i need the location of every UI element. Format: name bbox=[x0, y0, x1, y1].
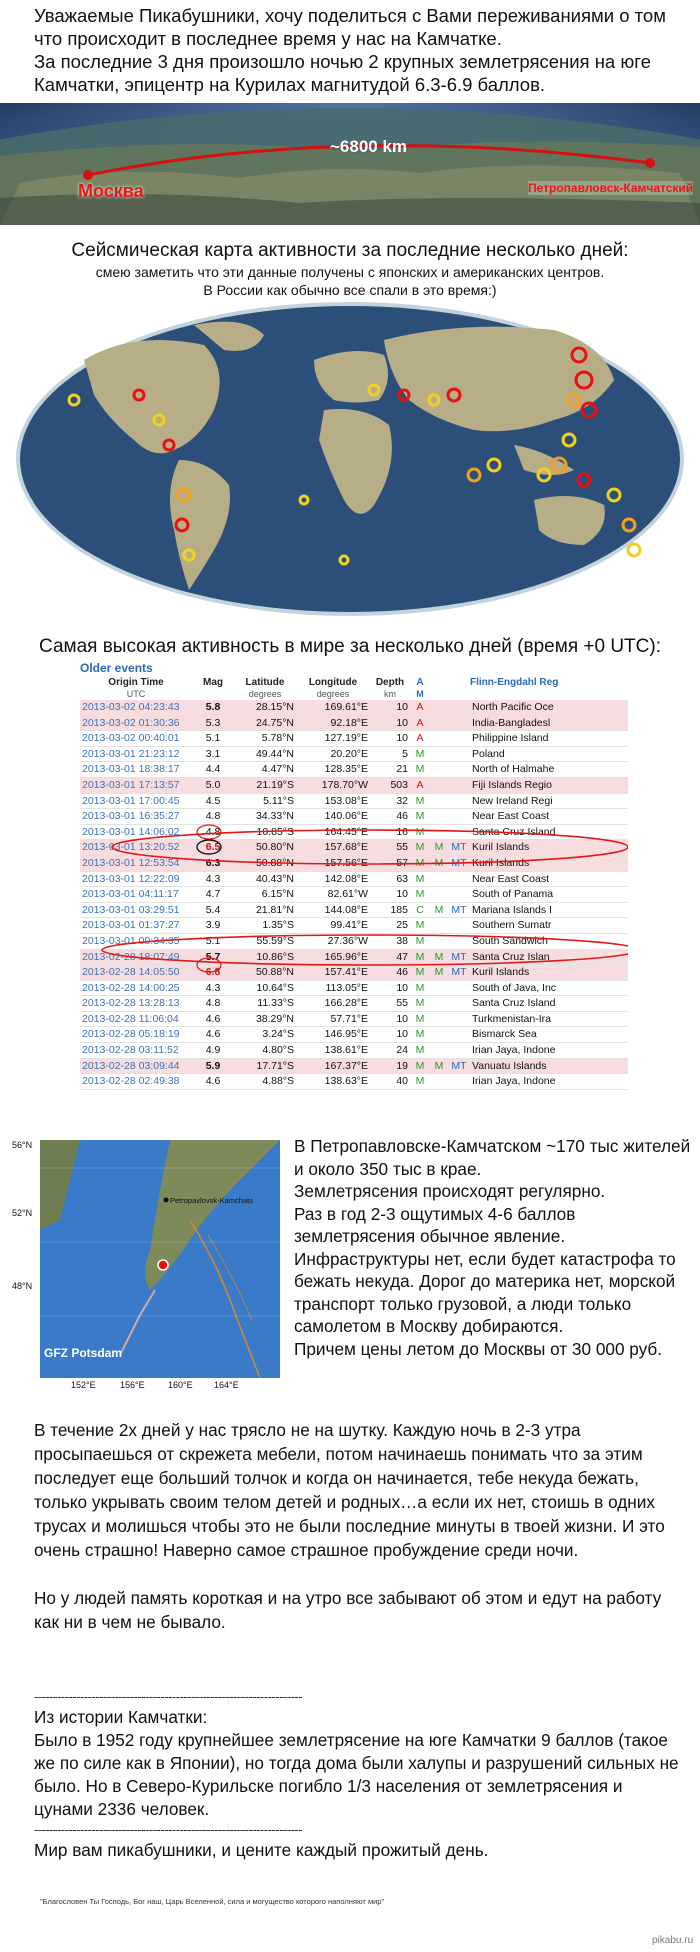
lat-cell: 10.85°S bbox=[234, 824, 296, 840]
depth-cell: 38 bbox=[370, 933, 410, 949]
date-cell[interactable]: 2013-03-02 04:23:43 bbox=[80, 700, 192, 715]
intro-paragraph: За последние 3 дня произошло ночью 2 крупных землетрясения на юге Камчатки, эпицентр на Курилах магнитудой 6.3-6.9 баллов. bbox=[34, 51, 651, 95]
col-origin: Origin Time bbox=[108, 677, 164, 688]
lon-cell: 20.20°E bbox=[296, 746, 370, 762]
a-cell: M bbox=[410, 965, 430, 981]
lon-cell: 92.18°E bbox=[296, 715, 370, 731]
gfz-credit: GFZ Potsdam bbox=[44, 1346, 123, 1360]
mag-cell: 4.3 bbox=[192, 871, 234, 887]
seismic-sub-line: В России как обычно все спали в это время:) bbox=[203, 282, 497, 298]
a-cell: M bbox=[410, 996, 430, 1012]
lat-cell: 4.47°N bbox=[234, 762, 296, 778]
region-cell: Santa Cruz Island bbox=[470, 824, 628, 840]
lon-cell: 157.56°E bbox=[296, 855, 370, 871]
story-text bbox=[34, 1418, 684, 1658]
kamchatka-info bbox=[294, 1135, 694, 1360]
a-cell: M bbox=[410, 887, 430, 903]
lat-cell: 3.24°S bbox=[234, 1027, 296, 1043]
seismic-sub-line: смею заметить что эти данные получены с японских и американских центров. bbox=[95, 264, 605, 280]
region-cell: North Pacific Oce bbox=[470, 700, 628, 715]
mt-cell: MT bbox=[448, 902, 470, 918]
mag-cell: 4.6 bbox=[192, 1027, 234, 1043]
col-depth: Depth bbox=[375, 677, 405, 688]
date-cell[interactable]: 2013-03-01 12:53:54 bbox=[80, 855, 192, 871]
intro-paragraph: Уважаемые Пикабушники, хочу поделиться с Вами переживаниями о том что происходит в последнее время у нас на Камчатке. bbox=[34, 5, 666, 49]
region-cell: Fiji Islands Regio bbox=[470, 777, 628, 793]
lon-cell: 165.96°E bbox=[296, 949, 370, 965]
depth-cell: 47 bbox=[370, 949, 410, 965]
date-cell[interactable]: 2013-02-28 03:09:44 bbox=[80, 1058, 192, 1074]
epicenter-marker bbox=[158, 1260, 168, 1270]
date-cell[interactable]: 2013-02-28 14:05:50 bbox=[80, 965, 192, 981]
story-paragraph: Но у людей память короткая и на утро все забывают об этом и едут на работу как ни в чем не бывало. bbox=[34, 1588, 662, 1632]
lat-cell: 40.43°N bbox=[234, 871, 296, 887]
depth-cell: 21 bbox=[370, 762, 410, 778]
info-paragraph: Причем цены летом до Москвы от 30 000 руб. bbox=[294, 1338, 663, 1359]
mt-cell: MT bbox=[448, 840, 470, 856]
mag-circle bbox=[197, 840, 221, 854]
depth-cell: 185 bbox=[370, 902, 410, 918]
a-cell: A bbox=[410, 715, 430, 731]
depth-cell: 10 bbox=[370, 715, 410, 731]
region-cell: Santa Cruz Islan bbox=[470, 949, 628, 965]
lat-cell: 1.35°S bbox=[234, 918, 296, 934]
info-paragraph: Землетрясения происходят регулярно. bbox=[294, 1181, 606, 1201]
a-cell: M bbox=[410, 1027, 430, 1043]
region-cell: Poland bbox=[470, 746, 628, 762]
lon-label: 164°E bbox=[214, 1380, 239, 1390]
mag-cell: 6.8 bbox=[192, 965, 234, 981]
mt-cell: MT bbox=[448, 949, 470, 965]
lon-cell: 157.41°E bbox=[296, 965, 370, 981]
region-cell: Kuril Islands bbox=[470, 855, 628, 871]
mag-cell: 5.3 bbox=[192, 715, 234, 731]
mag-cell: 4.5 bbox=[192, 793, 234, 809]
lon-cell: 167.37°E bbox=[296, 1058, 370, 1074]
m-cell: M bbox=[430, 949, 448, 965]
lon-cell: 169.61°E bbox=[296, 700, 370, 715]
lon-cell: 166.28°E bbox=[296, 996, 370, 1012]
lat-cell: 28.15°N bbox=[234, 700, 296, 715]
mag-cell: 5.1 bbox=[192, 933, 234, 949]
mag-cell: 4.9 bbox=[192, 1043, 234, 1059]
mag-cell: 5.4 bbox=[192, 902, 234, 918]
history-title: Из истории Камчатки: bbox=[34, 1707, 208, 1727]
lon-cell: 164.45°E bbox=[296, 824, 370, 840]
lat-cell: 4.88°S bbox=[234, 1074, 296, 1090]
date-cell[interactable]: 2013-02-28 03:11:52 bbox=[80, 1043, 192, 1059]
highlight-oval-1 bbox=[112, 830, 628, 864]
lat-cell: 21.19°S bbox=[234, 777, 296, 793]
mag-cell: 5.0 bbox=[192, 777, 234, 793]
lat-cell: 4.80°S bbox=[234, 1043, 296, 1059]
a-cell: M bbox=[410, 824, 430, 840]
lon-cell: 82.61°W bbox=[296, 887, 370, 903]
a-cell: A bbox=[410, 700, 430, 715]
lon-cell: 99.41°E bbox=[296, 918, 370, 934]
lat-label: 56°N bbox=[12, 1140, 33, 1150]
region-cell: South of Java, Inc bbox=[470, 980, 628, 996]
m-cell: M bbox=[430, 855, 448, 871]
lat-cell: 5.11°S bbox=[234, 793, 296, 809]
mag-cell: 3.1 bbox=[192, 746, 234, 762]
a-cell: M bbox=[410, 746, 430, 762]
lat-cell: 11.33°S bbox=[234, 996, 296, 1012]
mag-cell: 5.8 bbox=[192, 700, 234, 715]
a-cell: M bbox=[410, 933, 430, 949]
mt-cell: MT bbox=[448, 855, 470, 871]
highlight-overlay bbox=[80, 660, 628, 1108]
divider: ---------------------------------------------------------------------- bbox=[34, 1822, 303, 1837]
lat-cell: 50.88°N bbox=[234, 855, 296, 871]
date-cell[interactable]: 2013-03-01 16:35:27 bbox=[80, 809, 192, 825]
col-mag: Mag bbox=[203, 677, 223, 688]
col-region: Flinn-Engdahl Reg bbox=[470, 677, 559, 688]
date-cell[interactable]: 2013-03-02 01:30:36 bbox=[80, 715, 192, 731]
region-cell: Irian Jaya, Indone bbox=[470, 1074, 628, 1090]
blessing-quote: "Благословен Ты Господь, Бог наш, Царь Вселенной, сила и могущество которого наполняют мир" bbox=[40, 1897, 385, 1906]
mt-cell: MT bbox=[448, 965, 470, 981]
a-cell: M bbox=[410, 949, 430, 965]
region-cell: Kuril Islands bbox=[470, 965, 628, 981]
col-lon: Longitude bbox=[308, 677, 358, 688]
lat-cell: 50.80°N bbox=[234, 840, 296, 856]
a-cell: M bbox=[410, 1011, 430, 1027]
lon-cell: 140.06°E bbox=[296, 809, 370, 825]
lat-label: 48°N bbox=[12, 1281, 33, 1291]
info-paragraph: В Петропавловске-Камчатском ~170 тыс жителей и около 350 тыс в крае. bbox=[294, 1136, 691, 1179]
seismic-map-subtitle bbox=[0, 263, 700, 299]
kamchatka-map bbox=[40, 1140, 280, 1378]
col-m: M bbox=[416, 689, 424, 699]
lon-cell: 138.61°E bbox=[296, 1043, 370, 1059]
depth-cell: 10 bbox=[370, 700, 410, 715]
a-cell: M bbox=[410, 918, 430, 934]
date-cell[interactable]: 2013-02-28 13:28:13 bbox=[80, 996, 192, 1012]
region-cell: South Sandwich bbox=[470, 933, 628, 949]
lon-cell: 128.35°E bbox=[296, 762, 370, 778]
region-cell: Santa Cruz Island bbox=[470, 996, 628, 1012]
depth-cell: 19 bbox=[370, 1058, 410, 1074]
depth-cell: 32 bbox=[370, 793, 410, 809]
col-lon-unit: degrees bbox=[316, 689, 350, 699]
lat-cell: 10.86°S bbox=[234, 949, 296, 965]
region-cell: Vanuatu Islands bbox=[470, 1058, 628, 1074]
mag-cell: 6.5 bbox=[192, 840, 234, 856]
depth-cell: 24 bbox=[370, 1043, 410, 1059]
lon-cell: 113.05°E bbox=[296, 980, 370, 996]
a-cell: A bbox=[410, 777, 430, 793]
mag-cell: 5.9 bbox=[192, 1058, 234, 1074]
depth-cell: 46 bbox=[370, 965, 410, 981]
depth-cell: 63 bbox=[370, 871, 410, 887]
lon-cell: 127.19°E bbox=[296, 731, 370, 747]
m-cell: M bbox=[430, 902, 448, 918]
date-cell[interactable]: 2013-03-01 17:13:57 bbox=[80, 777, 192, 793]
m-cell: M bbox=[430, 840, 448, 856]
history-text: Было в 1952 году крупнейшее землетрясение на юге Камчатки 9 баллов (такое же по силе как в Японии), но тогда дома были халупы и разрушений сильных не было. Но в Северо-Курильске погибло 1/3 населения от землетрясения и цунами 2336 человек. bbox=[34, 1730, 679, 1819]
a-cell: M bbox=[410, 1058, 430, 1074]
lon-cell: 157.68°E bbox=[296, 840, 370, 856]
distance-label: ~6800 km bbox=[330, 137, 408, 156]
region-cell: New Ireland Regi bbox=[470, 793, 628, 809]
a-cell: M bbox=[410, 793, 430, 809]
earth-arc-image bbox=[0, 103, 700, 225]
region-cell: South of Panama bbox=[470, 887, 628, 903]
lon-cell: 144.08°E bbox=[296, 902, 370, 918]
depth-cell: 10 bbox=[370, 1027, 410, 1043]
mag-cell: 4.7 bbox=[192, 887, 234, 903]
region-cell: Southern Sumatr bbox=[470, 918, 628, 934]
region-cell: Irian Jaya, Indone bbox=[470, 1043, 628, 1059]
depth-cell: 46 bbox=[370, 809, 410, 825]
mag-cell: 4.8 bbox=[192, 996, 234, 1012]
depth-cell: 55 bbox=[370, 996, 410, 1012]
a-cell: C bbox=[410, 902, 430, 918]
a-cell: A bbox=[410, 731, 430, 747]
col-depth-unit: km bbox=[384, 689, 396, 699]
activity-title: Самая высокая активность в мире за несколько дней (время +0 UTC): bbox=[39, 636, 661, 657]
depth-cell: 16 bbox=[370, 824, 410, 840]
divider: ---------------------------------------------------------------------- bbox=[34, 1689, 303, 1704]
mag-cell: 4.8 bbox=[192, 809, 234, 825]
lon-label: 156°E bbox=[120, 1380, 145, 1390]
date-cell[interactable]: 2013-03-01 13:20:52 bbox=[80, 840, 192, 856]
lon-cell: 57.71°E bbox=[296, 1011, 370, 1027]
story-paragraph: В течение 2х дней у нас трясло не на шутку. Каждую ночь в 2-3 утра просыпаешься от скрежета мебели, потом начинаешь понимать что за этим последует еще больший толчок и когда он начинается, тебе некуда бежать, только укрывать своим телом детей и родных…а если их нет, стоишь в одних трусах и молишься чтобы это не были последние минуты в твоей жизни. И это очень страшно! Наверно самое страшное пробуждение среди ночи. bbox=[34, 1420, 665, 1560]
lat-label: 52°N bbox=[12, 1208, 33, 1218]
date-cell[interactable]: 2013-02-28 02:49:38 bbox=[80, 1074, 192, 1090]
mag-cell: 4.6 bbox=[192, 1074, 234, 1090]
date-cell[interactable]: 2013-03-01 17:00:45 bbox=[80, 793, 192, 809]
region-cell: Kuril Islands bbox=[470, 840, 628, 856]
a-cell: M bbox=[410, 1043, 430, 1059]
highlight-oval-2 bbox=[102, 935, 628, 965]
earthquake-table-image bbox=[80, 660, 628, 1108]
lat-cell: 34.33°N bbox=[234, 809, 296, 825]
depth-cell: 5 bbox=[370, 746, 410, 762]
intro-text bbox=[34, 4, 684, 96]
lon-label: 160°E bbox=[168, 1380, 193, 1390]
region-cell: North of Halmahe bbox=[470, 762, 628, 778]
date-cell[interactable]: 2013-02-28 14:00:25 bbox=[80, 980, 192, 996]
date-cell[interactable]: 2013-03-02 00:40:01 bbox=[80, 731, 192, 747]
m-cell: M bbox=[430, 965, 448, 981]
a-cell: M bbox=[410, 855, 430, 871]
a-cell: M bbox=[410, 762, 430, 778]
mag-cell: 3.9 bbox=[192, 918, 234, 934]
lat-cell: 38.29°N bbox=[234, 1011, 296, 1027]
date-cell[interactable]: 2013-03-01 12:22:09 bbox=[80, 871, 192, 887]
region-cell: Near East Coast bbox=[470, 809, 628, 825]
mag-circle bbox=[197, 958, 221, 972]
depth-cell: 10 bbox=[370, 731, 410, 747]
date-cell[interactable]: 2013-03-01 21:23:12 bbox=[80, 746, 192, 762]
depth-cell: 40 bbox=[370, 1074, 410, 1090]
farewell-text: Мир вам пикабушники, и цените каждый прожитый день. bbox=[34, 1840, 489, 1860]
date-cell[interactable]: 2013-02-28 18:07:49 bbox=[80, 949, 192, 965]
col-a: A bbox=[416, 677, 424, 688]
seismic-map-title: Сейсмическая карта активности за последние несколько дней: bbox=[71, 240, 629, 261]
lat-cell: 6.15°N bbox=[234, 887, 296, 903]
region-cell: Mariana Islands I bbox=[470, 902, 628, 918]
date-cell[interactable]: 2013-03-01 04:11:17 bbox=[80, 887, 192, 903]
a-cell: M bbox=[410, 871, 430, 887]
depth-cell: 10 bbox=[370, 887, 410, 903]
depth-cell: 10 bbox=[370, 980, 410, 996]
info-paragraph: Раз в год 2-3 ощутимых 4-6 баллов землетрясения обычное явление. bbox=[294, 1203, 576, 1246]
mag-cell: 4.8 bbox=[192, 824, 234, 840]
date-cell[interactable]: 2013-03-01 03:29:51 bbox=[80, 902, 192, 918]
lon-cell: 138.63°E bbox=[296, 1074, 370, 1090]
mag-cell: 5.7 bbox=[192, 949, 234, 965]
petropavlovsk-label: Петропавловск-Камчатский bbox=[528, 181, 694, 195]
region-cell: Turkmenistan-Ira bbox=[470, 1011, 628, 1027]
depth-cell: 55 bbox=[370, 840, 410, 856]
depth-cell: 25 bbox=[370, 918, 410, 934]
a-cell: M bbox=[410, 809, 430, 825]
moscow-label: Москва bbox=[78, 181, 144, 201]
a-cell: M bbox=[410, 840, 430, 856]
lat-cell: 10.64°S bbox=[234, 980, 296, 996]
mt-cell: MT bbox=[448, 1058, 470, 1074]
depth-cell: 57 bbox=[370, 855, 410, 871]
a-cell: M bbox=[410, 1074, 430, 1090]
lat-cell: 49.44°N bbox=[234, 746, 296, 762]
mag-cell: 4.4 bbox=[192, 762, 234, 778]
depth-cell: 503 bbox=[370, 777, 410, 793]
region-cell: Philippine Island bbox=[470, 731, 628, 747]
a-cell: M bbox=[410, 980, 430, 996]
kmap-city-label: Petropavlovsk-Kamchats bbox=[170, 1196, 253, 1205]
date-cell[interactable]: 2013-03-01 00:34:35 bbox=[80, 933, 192, 949]
lat-cell: 5.78°N bbox=[234, 731, 296, 747]
lon-cell: 27.36°W bbox=[296, 933, 370, 949]
date-cell[interactable]: 2013-02-28 11:06:04 bbox=[80, 1011, 192, 1027]
date-cell[interactable]: 2013-03-01 01:37:27 bbox=[80, 918, 192, 934]
depth-cell: 10 bbox=[370, 1011, 410, 1027]
lon-cell: 153.08°E bbox=[296, 793, 370, 809]
history-section bbox=[34, 1688, 684, 1862]
date-cell[interactable]: 2013-03-01 18:38:17 bbox=[80, 762, 192, 778]
lat-cell: 17.71°S bbox=[234, 1058, 296, 1074]
lon-label: 152°E bbox=[71, 1380, 96, 1390]
region-cell: Near East Coast bbox=[470, 871, 628, 887]
mag-cell: 4.6 bbox=[192, 1011, 234, 1027]
col-origin-unit: UTC bbox=[126, 689, 146, 699]
region-cell: Bismarck Sea bbox=[470, 1027, 628, 1043]
world-seismic-map bbox=[14, 300, 686, 618]
watermark: pikabu.ru bbox=[652, 1935, 694, 1946]
lon-cell: 178.70°W bbox=[296, 777, 370, 793]
m-cell: M bbox=[430, 1058, 448, 1074]
date-cell[interactable]: 2013-02-28 05:18:19 bbox=[80, 1027, 192, 1043]
col-lat-unit: degrees bbox=[248, 689, 282, 699]
lat-cell: 24.75°N bbox=[234, 715, 296, 731]
lat-cell: 55.59°S bbox=[234, 933, 296, 949]
mag-cell: 5.1 bbox=[192, 731, 234, 747]
mag-circle bbox=[197, 825, 221, 839]
distance-banner bbox=[0, 103, 700, 225]
info-paragraph: Инфраструктуры нет, если будет катастрофа то бежать некуда. Дорог до материка нет, морской транспорт только грузовой, а люди только самолетом в Москву добираются. bbox=[294, 1248, 676, 1336]
region-cell: India-Bangladesl bbox=[470, 715, 628, 731]
mag-cell: 6.3 bbox=[192, 855, 234, 871]
lat-cell: 21.81°N bbox=[234, 902, 296, 918]
lon-cell: 142.08°E bbox=[296, 871, 370, 887]
older-events-link[interactable]: Older events bbox=[80, 661, 153, 675]
date-cell[interactable]: 2013-03-01 14:06:02 bbox=[80, 824, 192, 840]
col-lat: Latitude bbox=[245, 677, 285, 688]
lat-cell: 50.88°N bbox=[234, 965, 296, 981]
lon-cell: 146.95°E bbox=[296, 1027, 370, 1043]
mag-cell: 4.3 bbox=[192, 980, 234, 996]
